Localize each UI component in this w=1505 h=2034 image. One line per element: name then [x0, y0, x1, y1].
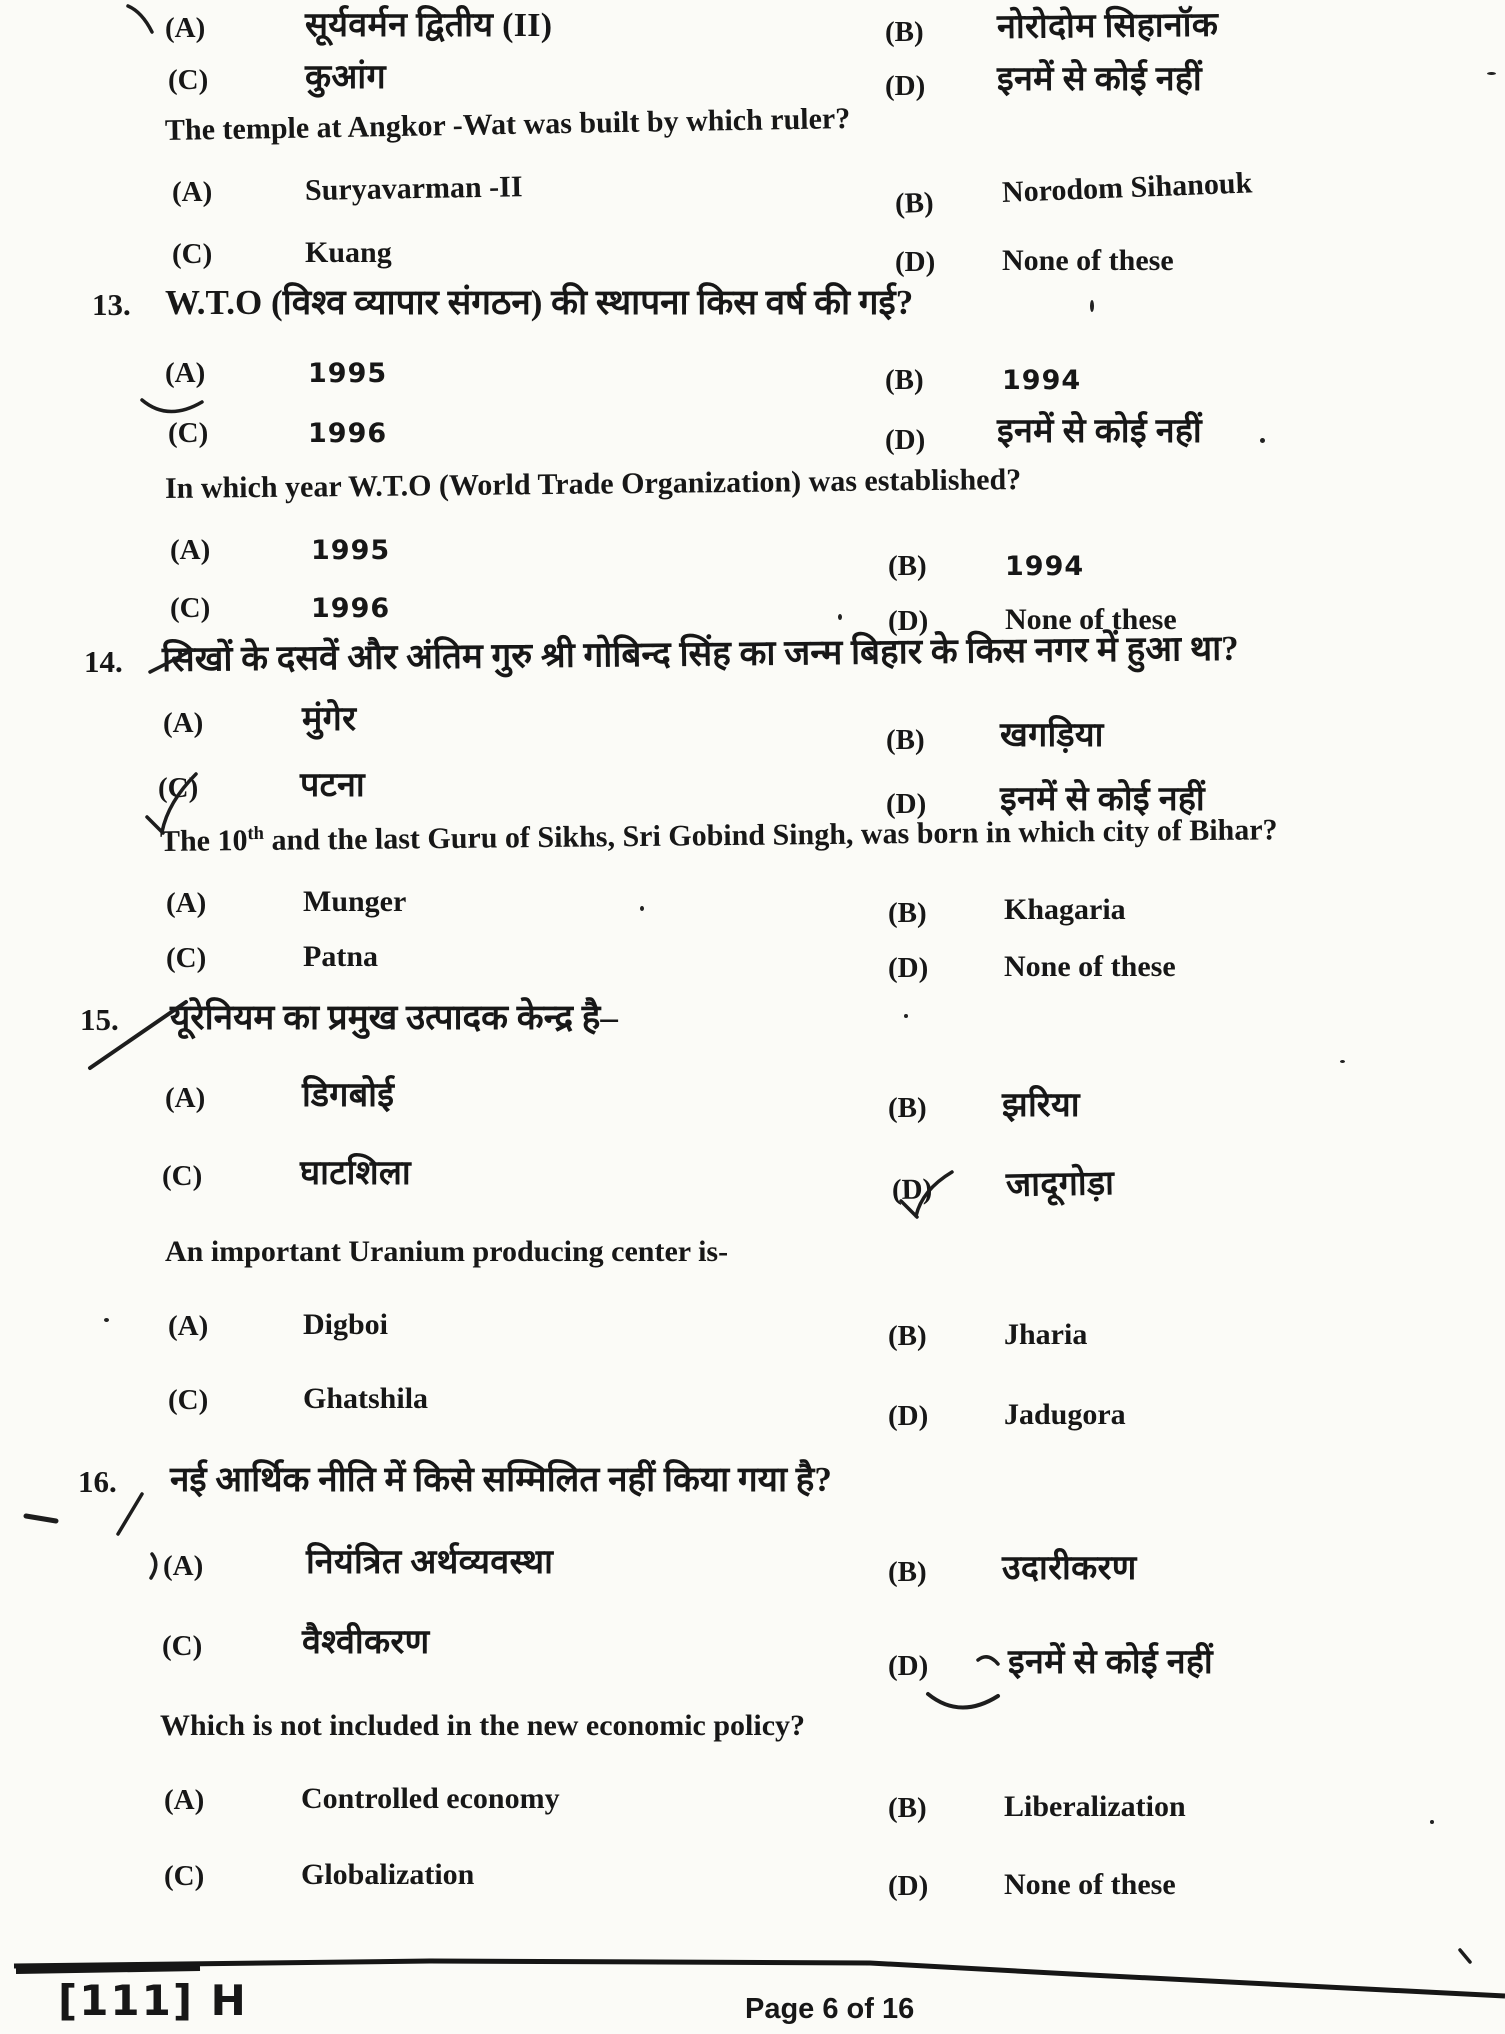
option-label: (D) — [888, 952, 929, 984]
option-text: Norodom Sihanouk — [1001, 166, 1253, 209]
question-text-english: Which is not included in the new economic policy? — [160, 1709, 806, 1742]
option-label: (B) — [885, 364, 924, 396]
option-label: (A) — [172, 176, 213, 208]
handwritten-mark — [26, 1516, 56, 1521]
question-number: 15. — [80, 1002, 119, 1037]
scan-artifact — [1430, 1820, 1434, 1824]
option-label: (A) — [163, 707, 204, 739]
option-text: नोरोदोम सिहानॉक — [996, 6, 1219, 46]
option-text: Jadugora — [1004, 1398, 1126, 1431]
scan-artifact — [640, 906, 644, 911]
option-text: झरिया — [1002, 1087, 1080, 1124]
scan-artifact — [1260, 438, 1265, 443]
option-label: (B) — [888, 1792, 927, 1824]
option-label: (B) — [885, 16, 924, 48]
option-text: 1994 — [1002, 365, 1082, 396]
option-text: 1995 — [308, 358, 388, 389]
option-text: पटना — [300, 767, 366, 804]
option-label: (A) — [165, 1082, 206, 1114]
option-label: (C) — [170, 592, 211, 624]
option-label: (D) — [888, 605, 929, 637]
scan-artifact — [1340, 1060, 1345, 1063]
option-text: इनमें से कोई नहीं — [997, 61, 1203, 98]
handwritten-mark — [128, 6, 152, 32]
option-text: नियंत्रित अर्थव्यवस्था — [306, 1544, 554, 1581]
page-indicator: Page 6 of 16 — [745, 1993, 915, 2025]
option-label: (B) — [886, 724, 925, 756]
option-label: (C) — [162, 1160, 203, 1192]
question-text-part: and the last Guru of Sikhs, Sri Gobind Singh, was born in which city of Bihar? — [263, 813, 1278, 857]
question-text-hindi: यूरेनियम का प्रमुख उत्पादक केन्द्र है– — [170, 998, 618, 1037]
scan-artifact — [838, 614, 842, 620]
question-text-english — [160, 812, 1278, 859]
option-label: (C) — [168, 1384, 209, 1416]
option-label: (A) — [164, 1784, 205, 1816]
option-label: (C) — [164, 1860, 205, 1892]
option-label: (C) — [158, 772, 199, 804]
option-text: कुआंग — [305, 59, 386, 96]
option-label: (A) — [165, 12, 206, 44]
question-text-hindi: सिखों के दसवें और अंतिम गुरु श्री गोबिन्द सिंह का जन्म बिहार के किस नगर में हुआ था? — [161, 628, 1239, 679]
handwritten-mark — [1460, 1950, 1470, 1962]
option-text: Munger — [303, 885, 407, 918]
option-label: (A) — [165, 357, 206, 389]
option-label: (A) — [170, 534, 211, 566]
option-text: मुंगेर — [302, 701, 357, 738]
question-text-part: The 10 — [159, 824, 248, 858]
option-text: Kuang — [305, 236, 392, 269]
handwritten-mark — [118, 1494, 142, 1534]
option-label: (B) — [888, 1092, 927, 1124]
option-text: 1996 — [311, 593, 391, 624]
option-label: (D) — [888, 1400, 929, 1432]
option-label: (C) — [166, 942, 207, 974]
option-label: (D) — [891, 1173, 933, 1206]
option-label: (D) — [888, 1870, 929, 1902]
option-text: Globalization — [301, 1858, 475, 1891]
option-text: Liberalization — [1004, 1790, 1186, 1823]
option-label: (B) — [888, 1556, 927, 1588]
option-text: Controlled economy — [301, 1782, 560, 1815]
option-label: (B) — [888, 897, 927, 929]
option-text: सूर्यवर्मन द्वितीय (II) — [305, 7, 553, 44]
scan-artifact — [104, 1318, 109, 1322]
option-text: Patna — [303, 940, 378, 973]
option-text: None of these — [1004, 1868, 1176, 1901]
question-text-english: An important Uranium producing center is- — [165, 1235, 729, 1268]
option-text: घाटशिला — [300, 1155, 412, 1192]
option-label: (D) — [885, 70, 926, 102]
option-label: (D) — [895, 246, 936, 278]
option-label: (C) — [162, 1630, 203, 1662]
option-label: (A) — [163, 1550, 204, 1582]
option-text: Khagaria — [1004, 893, 1126, 926]
option-label: (D) — [888, 1650, 929, 1682]
handwritten-mark — [151, 1554, 156, 1578]
option-label: (B) — [888, 1320, 927, 1352]
option-text: None of these — [1002, 244, 1174, 277]
option-label: (A) — [168, 1310, 209, 1342]
handwritten-mark — [928, 1694, 998, 1708]
option-label: (B) — [894, 186, 935, 220]
option-text: 1995 — [311, 535, 391, 566]
scan-artifact — [1487, 72, 1496, 75]
option-text: 1996 — [308, 418, 388, 449]
question-number: 14. — [84, 644, 123, 679]
option-text: None of these — [1004, 950, 1176, 983]
option-text: उदारीकरण — [1002, 1550, 1137, 1587]
option-text: Digboi — [303, 1308, 389, 1341]
question-text-hindi: W.T.O (विश्व व्यापार संगठन) की स्थापना किस वर्ष की गई? — [165, 283, 914, 322]
option-label: (C) — [168, 64, 209, 96]
option-text: None of these — [1005, 603, 1177, 636]
handwritten-mark — [978, 1657, 998, 1664]
question-text-english: The temple at Angkor -Wat was built by which ruler? — [164, 102, 851, 147]
question-number: 13. — [92, 287, 131, 322]
option-label: (D) — [886, 788, 927, 820]
ordinal-superscript: th — [247, 822, 265, 845]
question-text-hindi: नई आर्थिक नीति में किसे सम्मिलित नहीं किया गया है? — [170, 1460, 832, 1499]
scan-artifact — [1090, 300, 1094, 312]
option-text: डिगबोई — [302, 1077, 395, 1114]
option-text: Ghatshila — [303, 1382, 429, 1415]
handwritten-mark — [142, 400, 202, 412]
question-number: 16. — [78, 1464, 117, 1499]
option-text: इनमें से कोई नहीं — [1008, 1644, 1214, 1681]
option-text: इनमें से कोई नहीं — [1000, 781, 1206, 818]
option-text: Suryavarman -II — [304, 170, 523, 207]
option-text: वैश्वीकरण — [302, 1624, 430, 1661]
scan-artifact — [904, 1014, 908, 1018]
option-text: Jharia — [1004, 1318, 1088, 1351]
option-label: (D) — [885, 424, 926, 456]
question-text-english: In which year W.T.O (World Trade Organization) was established? — [164, 463, 1022, 505]
option-text: जादूगोड़ा — [1005, 1165, 1115, 1204]
option-label: (C) — [168, 417, 209, 449]
option-label: (A) — [166, 887, 207, 919]
option-text: खगड़िया — [1000, 717, 1104, 754]
option-label: (B) — [888, 550, 927, 582]
option-text: 1994 — [1005, 551, 1085, 582]
option-label: (C) — [172, 238, 213, 270]
footer-booklet-code: [111] H — [58, 1976, 248, 2025]
option-text: इनमें से कोई नहीं — [997, 413, 1203, 450]
